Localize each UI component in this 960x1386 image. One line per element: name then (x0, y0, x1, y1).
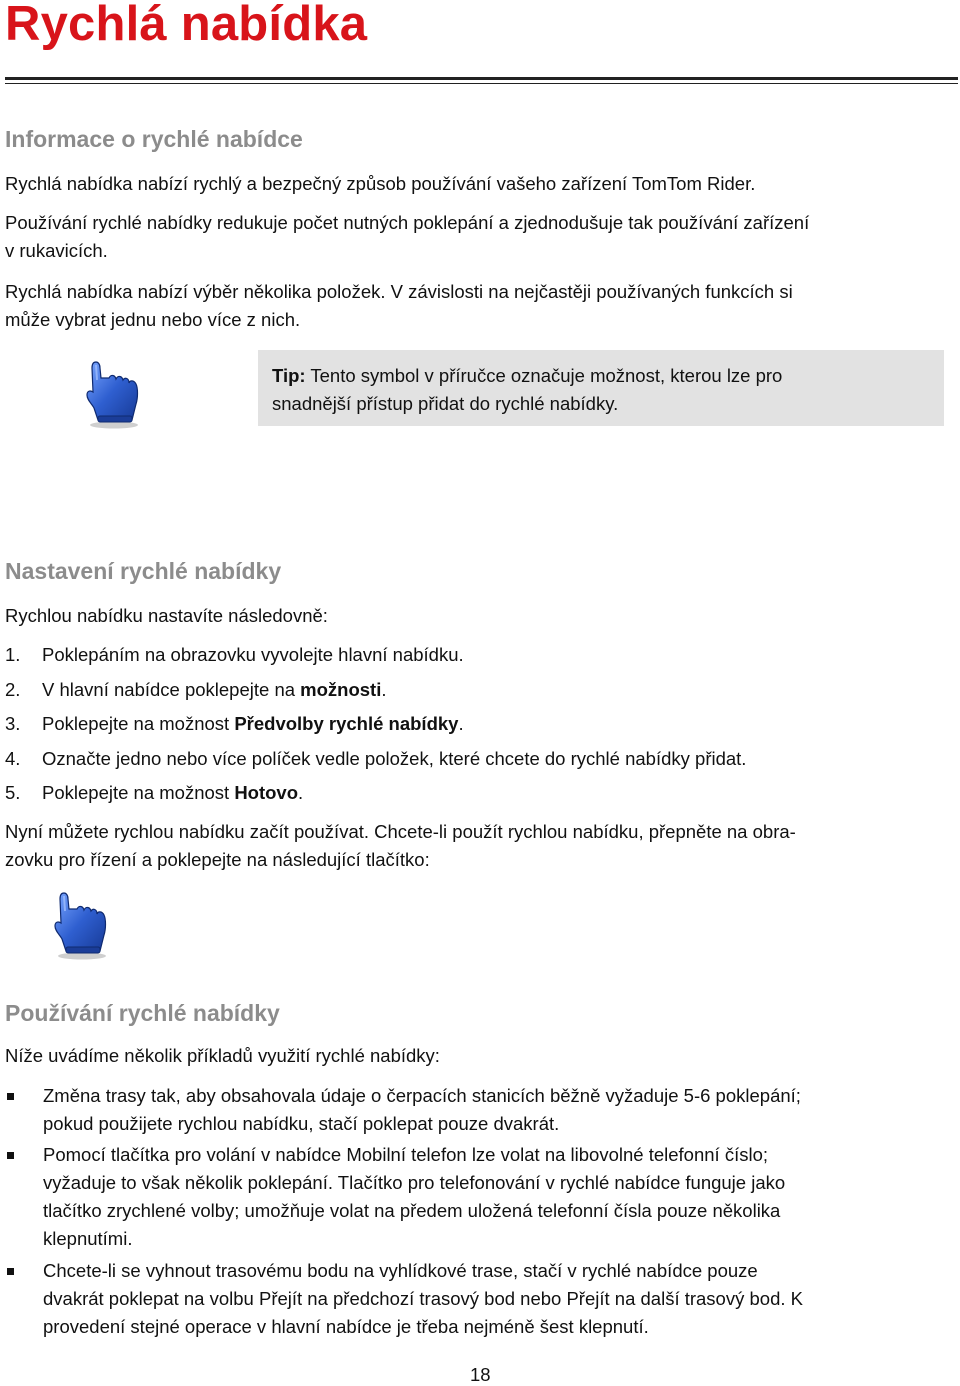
tip-label: Tip: (272, 365, 306, 386)
paragraph-intro: Rychlá nabídka nabízí rychlý a bezpečný způsob používání vašeho zařízení TomTom Rider. (5, 173, 756, 194)
tip-line: Tento symbol v příručce označuje možnost, kterou lze pro (305, 365, 783, 386)
step-text-part: Označte jedno nebo více políček vedle položek, které chcete do rychlé nabídky přidat. (42, 747, 747, 769)
list-item (5, 641, 955, 676)
pointing-hand-icon (52, 889, 112, 961)
step-text (42, 641, 464, 669)
bullet-marker (7, 1268, 14, 1275)
step-number: 4. (5, 747, 21, 769)
paragraph-line: Nyní můžete rychlou nabídku začít používat. Chcete-li použít rychlou nabídku, přepněte na obra- (5, 821, 796, 842)
paragraph-vyber (5, 278, 955, 334)
bullet-line: Změna trasy tak, aby obsahovala údaje o čerpacích stanicích běžně vyžaduje 5-6 poklepání; (43, 1085, 801, 1106)
tip-text (272, 362, 932, 418)
step-text (42, 745, 746, 773)
step-text-part: . (381, 678, 387, 700)
bullet-line: vyžaduje to však několik poklepání. Tlačítko pro telefonování v rychlé nabídce funguje jako (43, 1172, 786, 1193)
bullet-line: Chcete-li se vyhnout trasovému bodu na vyhlídkové trase, stačí v rychlé nabídce pouze (43, 1260, 758, 1281)
steps-list (5, 641, 955, 814)
step-bold: Hotovo (234, 782, 299, 803)
step-number: 1. (5, 644, 21, 665)
bullet-line: pokud použijete rychlou nabídku, stačí poklepat pouze dvakrát. (43, 1113, 560, 1134)
pointing-hand-icon (84, 358, 144, 430)
tip-line: snadnější přístup přidat do rychlé nabídky. (272, 393, 619, 414)
page-title: Rychlá nabídka (5, 0, 368, 51)
paragraph-line: v rukavicích. (5, 240, 108, 261)
step-bold: Předvolby rychlé nabídky (234, 713, 459, 734)
step-text (42, 779, 303, 807)
paragraph-line: Používání rychlé nabídky redukuje počet nutných poklepání a zjednodušuje tak používání zařízení (5, 212, 810, 233)
bullet-line: dvakrát poklepat na volbu Přejít na předchozí trasový bod nebo Přejít na další trasový bod. K (43, 1288, 803, 1309)
step-text (42, 710, 464, 738)
list-item (5, 710, 955, 745)
bullet-line: tlačítko zrychlené volby; umožňuje volat na předem uložená telefonní čísla pouze několika (43, 1200, 781, 1221)
step-text-part: V hlavní nabídce poklepejte na (42, 678, 301, 700)
step-bold: možnosti (300, 678, 382, 700)
bullet-line: Pomocí tlačítka pro volání v nabídce Mobilní telefon lze volat na libovolné telefonní číslo; (43, 1144, 768, 1165)
bullet-line: klepnutími. (43, 1228, 133, 1249)
section-heading-pouzivani: Používání rychlé nabídky (5, 1000, 280, 1026)
list-item (5, 745, 955, 780)
step-number: 3. (5, 713, 21, 734)
paragraph-outro (5, 818, 955, 874)
step-number: 5. (5, 782, 21, 803)
list-item (5, 779, 955, 814)
list-item (43, 1141, 943, 1253)
list-item (43, 1257, 943, 1341)
section-heading-nastaveni: Nastavení rychlé nabídky (5, 558, 282, 584)
step-text-part: . (298, 782, 304, 803)
paragraph-line: zovku pro řízení a poklepejte na následující tlačítko: (5, 849, 430, 870)
bullet-line: provedení stejné operace v hlavní nabídce je třeba nejméně šest klepnutí. (43, 1316, 649, 1337)
step-text-part: Poklepejte na možnost (42, 713, 235, 734)
paragraph-line: může vybrat jednu nebo více z nich. (5, 309, 301, 330)
paragraph-examples-intro: Níže uvádíme několik příkladů využití rychlé nabídky: (5, 1045, 440, 1066)
bullet-marker (7, 1152, 14, 1159)
list-item (5, 676, 955, 711)
paragraph-line: Rychlá nabídka nabízí výběr několika položek. V závislosti na nejčastěji používaných funkcích si (5, 281, 793, 302)
title-rule (5, 77, 958, 80)
title-rule-thin (5, 83, 958, 84)
step-text-part: . (458, 713, 464, 734)
step-text-part: Poklepejte na možnost (42, 782, 235, 803)
page-number: 18 (470, 1364, 491, 1385)
step-number: 2. (5, 678, 21, 700)
section-heading-informace: Informace o rychlé nabídce (5, 126, 303, 152)
list-item (43, 1082, 943, 1138)
step-text (42, 676, 387, 704)
bullet-marker (7, 1093, 14, 1100)
paragraph-redukuje (5, 209, 955, 265)
step-text-part: Poklepáním na obrazovku vyvolejte hlavní nabídku. (42, 644, 464, 665)
paragraph-setup-intro: Rychlou nabídku nastavíte následovně: (5, 605, 328, 626)
